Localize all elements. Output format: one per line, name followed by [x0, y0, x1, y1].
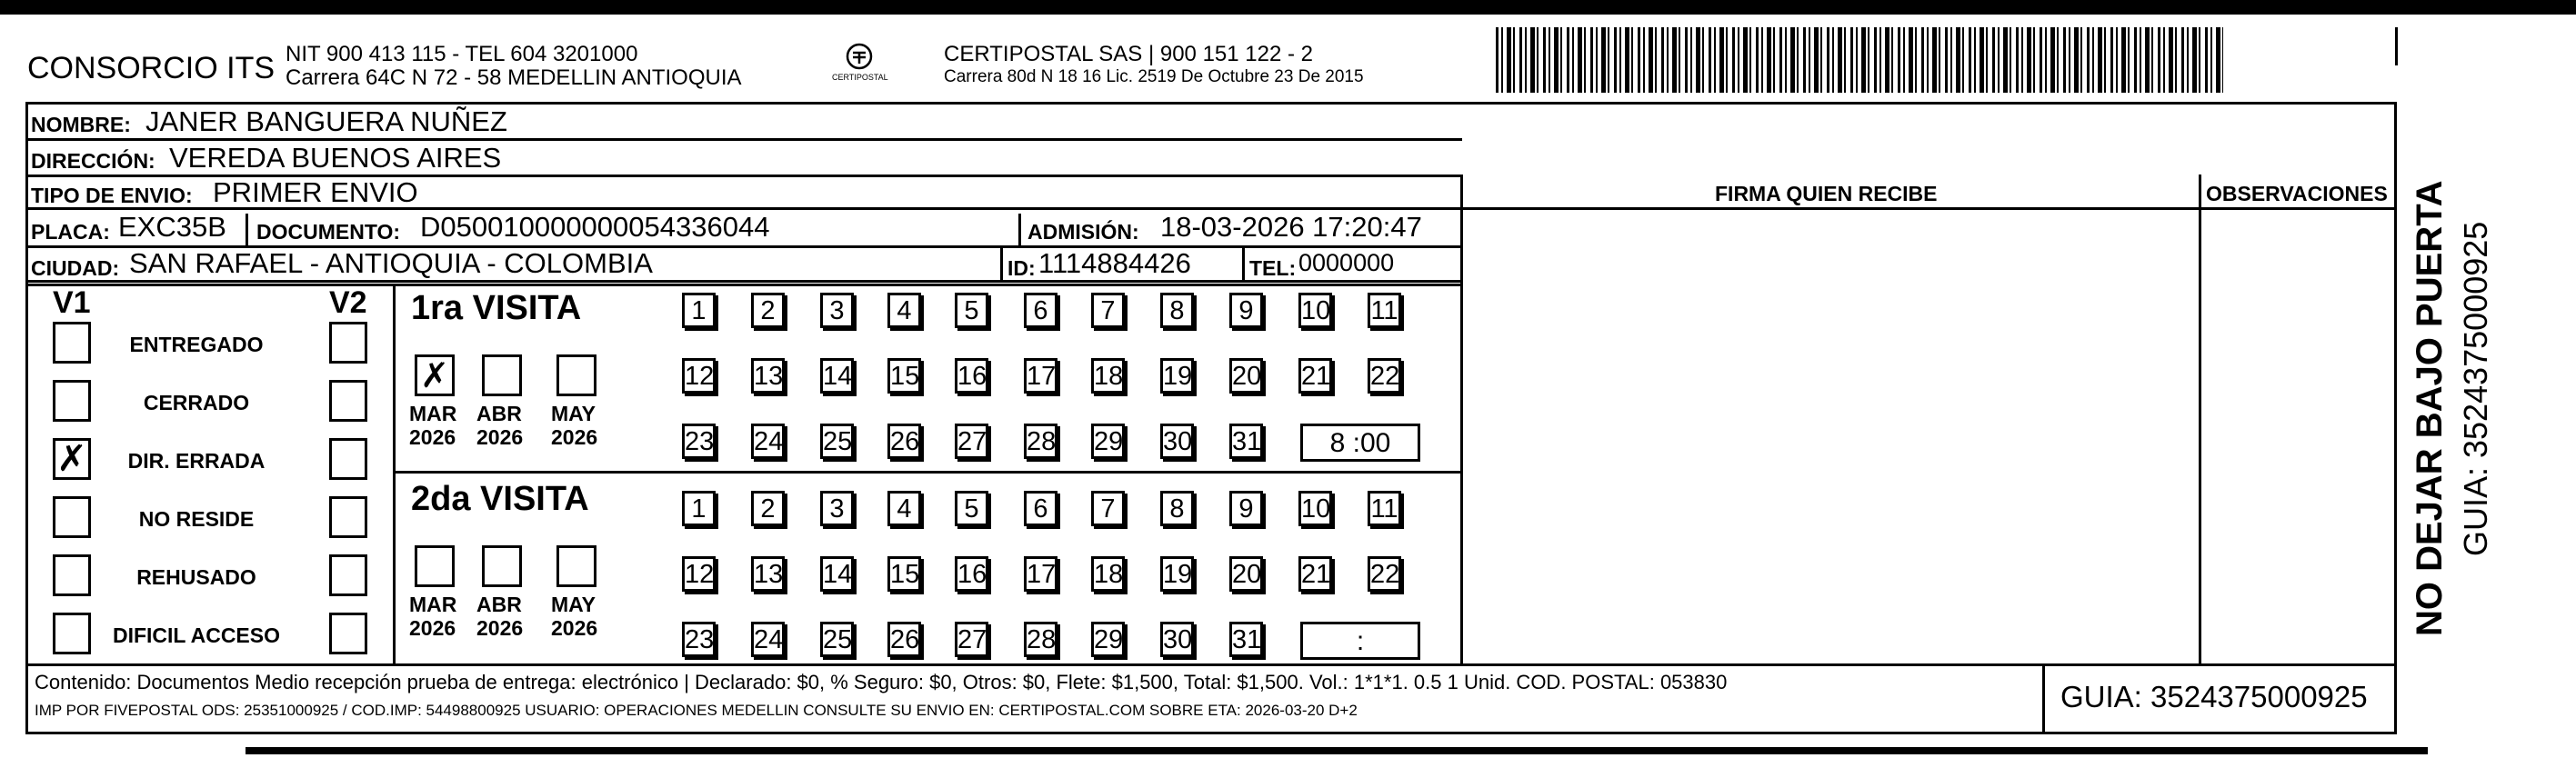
- address-value: VEREDA BUENOS AIRES: [169, 142, 502, 174]
- first-visit-day-box[interactable]: 13: [751, 358, 785, 394]
- status-label: DIR. ERRADA: [127, 449, 266, 473]
- first-visit-day-box[interactable]: 15: [887, 358, 921, 394]
- first-visit-day-box[interactable]: 19: [1160, 358, 1194, 394]
- row-divider: [25, 284, 1462, 286]
- v2-checkbox[interactable]: [329, 322, 367, 364]
- second-visit-year-label: 2026: [409, 616, 456, 640]
- first-visit-day-box[interactable]: 5: [955, 293, 988, 328]
- city-label: CIUDAD:: [31, 256, 120, 280]
- second-visit-day-box[interactable]: 31: [1229, 622, 1263, 657]
- second-visit-day-box[interactable]: 15: [887, 556, 921, 592]
- v2-checkbox[interactable]: [329, 380, 367, 422]
- first-visit-day-box[interactable]: 7: [1091, 293, 1125, 328]
- status-label: NO RESIDE: [138, 507, 255, 531]
- status-label: ENTREGADO: [129, 333, 264, 356]
- first-visit-month-label: MAY: [551, 402, 596, 425]
- first-visit-month-label: ABR: [476, 402, 522, 425]
- first-visit-title: 1ra VISITA: [411, 289, 582, 327]
- v2-checkbox[interactable]: [329, 613, 367, 654]
- second-visit-day-box[interactable]: 29: [1091, 622, 1125, 657]
- first-visit-day-box[interactable]: 30: [1160, 424, 1194, 459]
- document-value: D050010000000054336044: [420, 211, 770, 243]
- first-visit-year-label: 2026: [409, 425, 456, 449]
- footer-guia: GUIA: 3524375000925: [2060, 680, 2368, 713]
- row-divider: [25, 138, 1462, 141]
- side-warning: NO DEJAR BAJO PUERTA: [2410, 180, 2450, 636]
- column-divider: [1018, 214, 1021, 248]
- second-visit-day-box[interactable]: 23: [682, 622, 716, 657]
- first-visit-day-box[interactable]: 17: [1024, 358, 1057, 394]
- second-visit-year-label: 2026: [476, 616, 524, 640]
- type-label: TIPO DE ENVIO:: [31, 184, 193, 207]
- second-visit-day-box[interactable]: 17: [1024, 556, 1057, 592]
- footer-imp: IMP POR FIVEPOSTAL ODS: 25351000925 / COD.IMP: 54498800925 USUARIO: OPERACIONES MEDELLIN CONSULTE SU ENVIO EN: CERTIPOSTAL.COM SOBRE ETA: 2026-03-20 D+2: [35, 702, 1358, 719]
- second-visit-time-box[interactable]: :: [1300, 622, 1420, 660]
- first-visit-day-box[interactable]: 12: [682, 358, 716, 394]
- v1-checkbox[interactable]: ✗: [53, 438, 91, 480]
- first-visit-day-box[interactable]: 29: [1091, 424, 1125, 459]
- plate-label: PLACA:: [31, 220, 110, 244]
- first-visit-day-box[interactable]: 4: [887, 293, 921, 328]
- first-visit-day-box[interactable]: 10: [1298, 293, 1332, 328]
- name-label: NOMBRE:: [31, 113, 131, 136]
- column-divider: [393, 284, 396, 663]
- second-visit-day-box[interactable]: 11: [1368, 491, 1401, 526]
- second-visit-day-box[interactable]: 20: [1229, 556, 1263, 592]
- column-divider: [1000, 247, 1003, 282]
- observations-header: OBSERVACIONES: [2206, 182, 2388, 205]
- first-visit-month-label: MAR: [409, 402, 457, 425]
- second-visit-day-box[interactable]: 18: [1091, 556, 1125, 592]
- v2-label: V2: [329, 285, 367, 320]
- first-visit-day-box[interactable]: 20: [1229, 358, 1263, 394]
- first-visit-day-box[interactable]: 14: [820, 358, 854, 394]
- top-edge-bar: [0, 0, 2576, 15]
- document-label: DOCUMENTO:: [256, 220, 401, 244]
- second-visit-month-checkbox[interactable]: [482, 545, 522, 587]
- first-visit-day-box[interactable]: 9: [1229, 293, 1263, 328]
- second-visit-month-label: MAR: [409, 593, 457, 616]
- certipostal-logo-icon: [823, 40, 896, 93]
- second-visit-day-box[interactable]: 7: [1091, 491, 1125, 526]
- first-visit-day-box[interactable]: 26: [887, 424, 921, 459]
- plate-value: EXC35B: [118, 211, 226, 243]
- status-label: DIFICIL ACCESO: [112, 623, 280, 647]
- id-value: 1114884426: [1038, 247, 1191, 279]
- second-visit-title: 2da VISITA: [411, 480, 589, 518]
- first-visit-month-checkbox[interactable]: ✗: [415, 354, 455, 396]
- second-visit-day-box[interactable]: 30: [1160, 622, 1194, 657]
- second-visit-day-box[interactable]: 8: [1160, 491, 1194, 526]
- first-visit-day-box[interactable]: 21: [1298, 358, 1332, 394]
- first-visit-time-box[interactable]: 8 :00: [1300, 424, 1420, 462]
- v2-checkbox[interactable]: [329, 438, 367, 480]
- address-label: DIRECCIÓN:: [31, 149, 155, 173]
- company-address: Carrera 64C N 72 - 58 MEDELLIN ANTIOQUIA: [286, 65, 742, 90]
- second-visit-day-box[interactable]: 14: [820, 556, 854, 592]
- tel-label: TEL:: [1249, 256, 1297, 280]
- first-visit-day-box[interactable]: 18: [1091, 358, 1125, 394]
- second-visit-month-label: ABR: [476, 593, 522, 616]
- first-visit-day-box[interactable]: 8: [1160, 293, 1194, 328]
- first-visit-day-box[interactable]: 27: [955, 424, 988, 459]
- second-visit-day-box[interactable]: 25: [820, 622, 854, 657]
- status-label: REHUSADO: [136, 565, 256, 589]
- first-visit-day-box[interactable]: 23: [682, 424, 716, 459]
- signature-header: FIRMA QUIEN RECIBE: [1715, 182, 1938, 205]
- admission-label: ADMISIÓN:: [1027, 220, 1139, 244]
- second-visit-day-box[interactable]: 21: [1298, 556, 1332, 592]
- admission-value: 18-03-2026 17:20:47: [1160, 211, 1422, 243]
- second-visit-day-box[interactable]: 13: [751, 556, 785, 592]
- first-visit-day-box[interactable]: 16: [955, 358, 988, 394]
- carrier-license: Carrera 80d N 18 16 Lic. 2519 De Octubre 23 De 2015: [944, 67, 1364, 86]
- second-visit-day-box[interactable]: 16: [955, 556, 988, 592]
- v1-label: V1: [53, 285, 91, 320]
- v2-checkbox[interactable]: [329, 554, 367, 596]
- second-visit-day-box[interactable]: 5: [955, 491, 988, 526]
- first-visit-month-checkbox[interactable]: [482, 354, 522, 396]
- name-value: JANER BANGUERA NUÑEZ: [145, 105, 507, 137]
- first-visit-month-checkbox[interactable]: [556, 354, 596, 396]
- type-value: PRIMER ENVIO: [213, 176, 418, 208]
- first-visit-day-box[interactable]: 11: [1368, 293, 1401, 328]
- first-visit-day-box[interactable]: 22: [1368, 358, 1401, 394]
- column-divider: [246, 214, 248, 248]
- second-visit-month-checkbox[interactable]: [556, 545, 596, 587]
- bottom-edge-line: [246, 747, 2428, 754]
- second-visit-day-box[interactable]: 2: [751, 491, 785, 526]
- second-visit-day-box[interactable]: 6: [1024, 491, 1057, 526]
- id-label: ID:: [1007, 256, 1036, 280]
- first-visit-year-label: 2026: [551, 425, 598, 449]
- footer-divider: [25, 663, 2397, 666]
- row-divider: [25, 280, 1462, 283]
- barcode: [1496, 27, 2223, 93]
- column-divider: [1460, 175, 1463, 663]
- tel-value: 0000000: [1298, 249, 1395, 276]
- second-visit-day-box[interactable]: 3: [820, 491, 854, 526]
- second-visit-day-box[interactable]: 24: [751, 622, 785, 657]
- first-visit-day-box[interactable]: 2: [751, 293, 785, 328]
- second-visit-day-box[interactable]: 28: [1024, 622, 1057, 657]
- first-visit-day-box[interactable]: 1: [682, 293, 716, 328]
- right-edge-mark: [2395, 27, 2398, 65]
- carrier-name: CERTIPOSTAL SAS | 900 151 122 - 2: [944, 42, 1313, 66]
- first-visit-day-box[interactable]: 3: [820, 293, 854, 328]
- first-visit-day-box[interactable]: 31: [1229, 424, 1263, 459]
- company-name: CONSORCIO ITS: [27, 51, 276, 85]
- logo-text: CERTIPOSTAL: [832, 73, 888, 82]
- column-divider: [2199, 175, 2201, 663]
- second-visit-day-box[interactable]: 1: [682, 491, 716, 526]
- column-divider: [1242, 247, 1245, 282]
- second-visit-month-label: MAY: [551, 593, 596, 616]
- side-guia: GUIA: 3524375000925: [2457, 221, 2494, 556]
- nit-tel: NIT 900 413 115 - TEL 604 3201000: [286, 42, 638, 66]
- second-visit-day-box[interactable]: 12: [682, 556, 716, 592]
- second-visit-year-label: 2026: [551, 616, 598, 640]
- first-visit-day-box[interactable]: 24: [751, 424, 785, 459]
- first-visit-day-box[interactable]: 6: [1024, 293, 1057, 328]
- second-visit-month-checkbox[interactable]: [415, 545, 455, 587]
- second-visit-day-box[interactable]: 26: [887, 622, 921, 657]
- first-visit-day-box[interactable]: 28: [1024, 424, 1057, 459]
- second-visit-day-box[interactable]: 19: [1160, 556, 1194, 592]
- second-visit-day-box[interactable]: 9: [1229, 491, 1263, 526]
- city-value: SAN RAFAEL - ANTIOQUIA - COLOMBIA: [129, 247, 653, 279]
- second-visit-day-box[interactable]: 4: [887, 491, 921, 526]
- second-visit-day-box[interactable]: 10: [1298, 491, 1332, 526]
- first-visit-year-label: 2026: [476, 425, 524, 449]
- v2-checkbox[interactable]: [329, 496, 367, 538]
- status-label: CERRADO: [143, 391, 250, 414]
- column-divider: [2042, 663, 2045, 734]
- footer-content: Contenido: Documentos Medio recepción prueba de entrega: electrónico | Declarado: $0, % Seguro: $0, Otros: $0, Flete: $1,500, Total: $1,500. Vol.: 1*1*1. 0.5 1 Unid. COD. POSTAL: 053830: [35, 671, 1728, 693]
- visit-divider: [393, 471, 1462, 474]
- first-visit-day-box[interactable]: 25: [820, 424, 854, 459]
- second-visit-day-box[interactable]: 22: [1368, 556, 1401, 592]
- second-visit-day-box[interactable]: 27: [955, 622, 988, 657]
